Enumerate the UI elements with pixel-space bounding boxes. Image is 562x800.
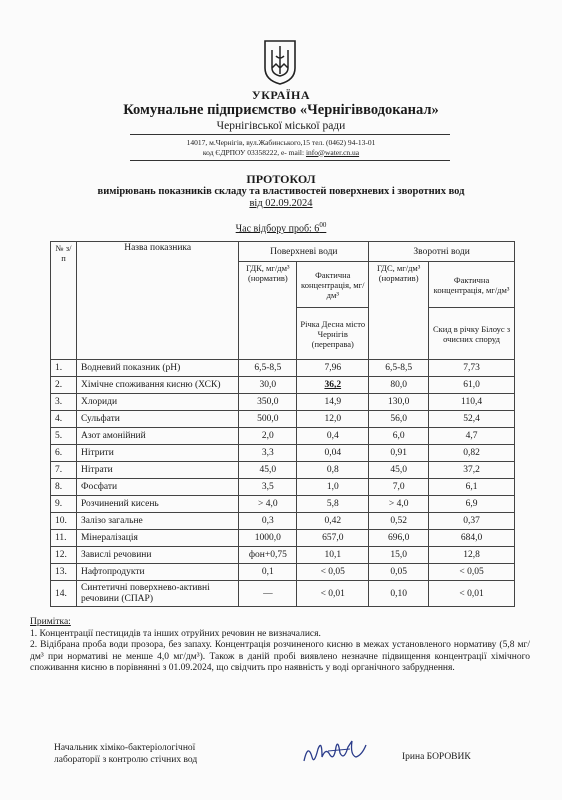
row-gds: 7,0 [369,479,429,496]
group-return-header: Зворотні води [369,242,515,262]
sampling-time-minutes: 00 [319,221,327,229]
row-gdk: 500,0 [239,411,297,428]
protocol-title: ПРОТОКОЛ [246,172,316,186]
row-number: 11. [51,530,77,547]
address-block [0,138,562,157]
row-indicator-name: Розчинений кисень [76,496,238,513]
row-fact-return: 0,37 [429,513,515,530]
place-return: Скид в річку Білоус з очисних споруд [429,308,515,360]
row-indicator-name: Фосфати [76,479,238,496]
row-gdk: 30,0 [239,377,297,394]
row-number: 5. [51,428,77,445]
row-fact-return: 6,1 [429,479,515,496]
group-surface-header: Поверхневі води [239,242,369,262]
row-fact-surface: 657,0 [297,530,369,547]
row-fact-return: 37,2 [429,462,515,479]
row-gdk: 45,0 [239,462,297,479]
row-number: 13. [51,564,77,581]
row-indicator-name: Завислі речовини [76,547,238,564]
row-indicator-name: Хлориди [76,394,238,411]
address-line: 14017, м.Чернігів, вул.Жабинського,15 тел. (0462) 94-13-01 [186,138,376,147]
row-number: 9. [51,496,77,513]
row-gdk: 0,3 [239,513,297,530]
row-gdk: — [239,581,297,607]
table-row [51,530,515,547]
row-indicator-name: Нітрити [76,445,238,462]
organization-name: Комунальне підприємство «Чернігівводоканал» [123,102,439,118]
signatory-name: Ірина БОРОВИК [402,752,471,762]
row-gds: 56,0 [369,411,429,428]
table-row [51,496,515,513]
table-row [51,581,515,607]
row-indicator-name: Нітрати [76,462,238,479]
row-fact-surface: 14,9 [297,394,369,411]
row-gds: 0,91 [369,445,429,462]
notes-block [30,617,530,675]
row-number: 3. [51,394,77,411]
table-row [51,547,515,564]
row-gdk: 2,0 [239,428,297,445]
row-fact-surface: < 0,01 [297,581,369,607]
row-gdk: 6,5-8,5 [239,360,297,377]
row-fact-return: 6,9 [429,496,515,513]
row-fact-surface: 36,2 [297,377,369,394]
email-link[interactable]: info@water.cn.ua [305,147,360,157]
signatory-position [54,742,197,766]
row-number: 10. [51,513,77,530]
protocol-subtitle: вимірювань показників складу та властивостей поверхневих і зворотних вод [97,186,465,197]
row-gdk: 1000,0 [239,530,297,547]
fact-surface-header: Фактична концентрація, мг/дм³ [297,262,369,308]
row-gds: 80,0 [369,377,429,394]
table-body [51,360,515,607]
note-1: 1. Концентрації пестицидів та інших отруйних речовин не визначалися. [30,628,321,639]
row-number: 8. [51,479,77,496]
row-gdk: 0,1 [239,564,297,581]
row-number: 12. [51,547,77,564]
country-name: УКРАЇНА [251,88,311,102]
table-row [51,411,515,428]
row-fact-return: 61,0 [429,377,515,394]
note-2: 2. Відібрана проба води прозора, без запаху. Концентрація розчиненого кисню в межах установленого нормативу (5,8 мг/дм³ при нормативі не менше 4,0 мг/дм³). Також в даній пробі виявлено незначне підвищення концентрації хімічного споживання кисню в порівнянні з 01.09.2024, що свідчить про наявність у воді органічного забруднення. [30,640,530,673]
row-gdk: 350,0 [239,394,297,411]
row-indicator-name: Азот амонійний [76,428,238,445]
row-gds: > 4,0 [369,496,429,513]
row-fact-surface: 0,4 [297,428,369,445]
position-line-1: Начальник хіміко-бактеріологічної [54,743,196,753]
row-fact-surface: 0,04 [297,445,369,462]
row-fact-surface: 0,8 [297,462,369,479]
row-fact-return: 7,73 [429,360,515,377]
table-row [51,513,515,530]
row-gds: 0,10 [369,581,429,607]
row-fact-return: 110,4 [429,394,515,411]
table-row [51,428,515,445]
row-gds: 0,52 [369,513,429,530]
fact-return-header: Фактична концентрація, мг/дм³ [429,262,515,308]
table-row [51,360,515,377]
gdk-header: ГДК, мг/дм³ (норматив) [239,262,297,360]
place-surface: Річка Десна місто Чернігів (переправа) [297,308,369,360]
row-indicator-name: Нафтопродукти [76,564,238,581]
row-gds: 696,0 [369,530,429,547]
row-gds: 6,5-8,5 [369,360,429,377]
row-gds: 15,0 [369,547,429,564]
row-fact-surface: 12,0 [297,411,369,428]
row-gdk: > 4,0 [239,496,297,513]
table-row [51,445,515,462]
row-gdk: фон+0,75 [239,547,297,564]
row-indicator-name: Водневий показник (pH) [76,360,238,377]
row-number: 7. [51,462,77,479]
row-number: 14. [51,581,77,607]
position-line-2: лабораторії з контролю стічних вод [54,755,198,765]
handwritten-signature [300,735,370,769]
row-number: 4. [51,411,77,428]
row-fact-return: 684,0 [429,530,515,547]
row-fact-return: 52,4 [429,411,515,428]
row-number: 6. [51,445,77,462]
row-gds: 45,0 [369,462,429,479]
row-fact-surface: 10,1 [297,547,369,564]
row-fact-surface: 5,8 [297,496,369,513]
row-indicator-name: Мінералізація [76,530,238,547]
measurements-table [50,241,515,607]
trident-emblem-icon [262,38,298,86]
row-gdk: 3,5 [239,479,297,496]
row-gds: 0,05 [369,564,429,581]
row-number: 1. [51,360,77,377]
row-gds: 130,0 [369,394,429,411]
header-divider [130,134,450,135]
row-fact-return: < 0,05 [429,564,515,581]
table-row [51,394,515,411]
row-number: 2. [51,377,77,394]
protocol-date: від 02.09.2024 [249,198,313,209]
table-row [51,377,515,394]
row-fact-surface: 0,42 [297,513,369,530]
col-number-header: № з/п [51,242,77,360]
row-indicator-name: Залізо загальне [76,513,238,530]
col-name-header: Назва показника [76,242,238,360]
row-gds: 6,0 [369,428,429,445]
row-indicator-name: Хімічне споживання кисню (ХСК) [76,377,238,394]
row-fact-surface: 7,96 [297,360,369,377]
row-fact-return: 0,82 [429,445,515,462]
row-indicator-name: Синтетичні поверхнево-активні речовини (СПАР) [76,581,238,607]
table-row [51,462,515,479]
table-row [51,479,515,496]
code-prefix: код ЄДРПОУ 03358222, e- mail: [202,147,306,157]
code-line [0,148,562,158]
address-divider [130,160,450,161]
sampling-time [0,221,562,234]
row-fact-return: < 0,01 [429,581,515,607]
row-fact-return: 4,7 [429,428,515,445]
row-fact-return: 12,8 [429,547,515,564]
table-row [51,564,515,581]
sampling-time-label: Час відбору проб: 6 [235,223,320,235]
row-fact-surface: 1,0 [297,479,369,496]
organization-subtitle: Чернігівської міської ради [216,120,346,132]
row-indicator-name: Сульфати [76,411,238,428]
gds-header: ГДС, мг/дм³ (норматив) [369,262,429,360]
row-fact-surface: < 0,05 [297,564,369,581]
notes-heading: Примітка: [30,617,71,627]
row-gdk: 3,3 [239,445,297,462]
